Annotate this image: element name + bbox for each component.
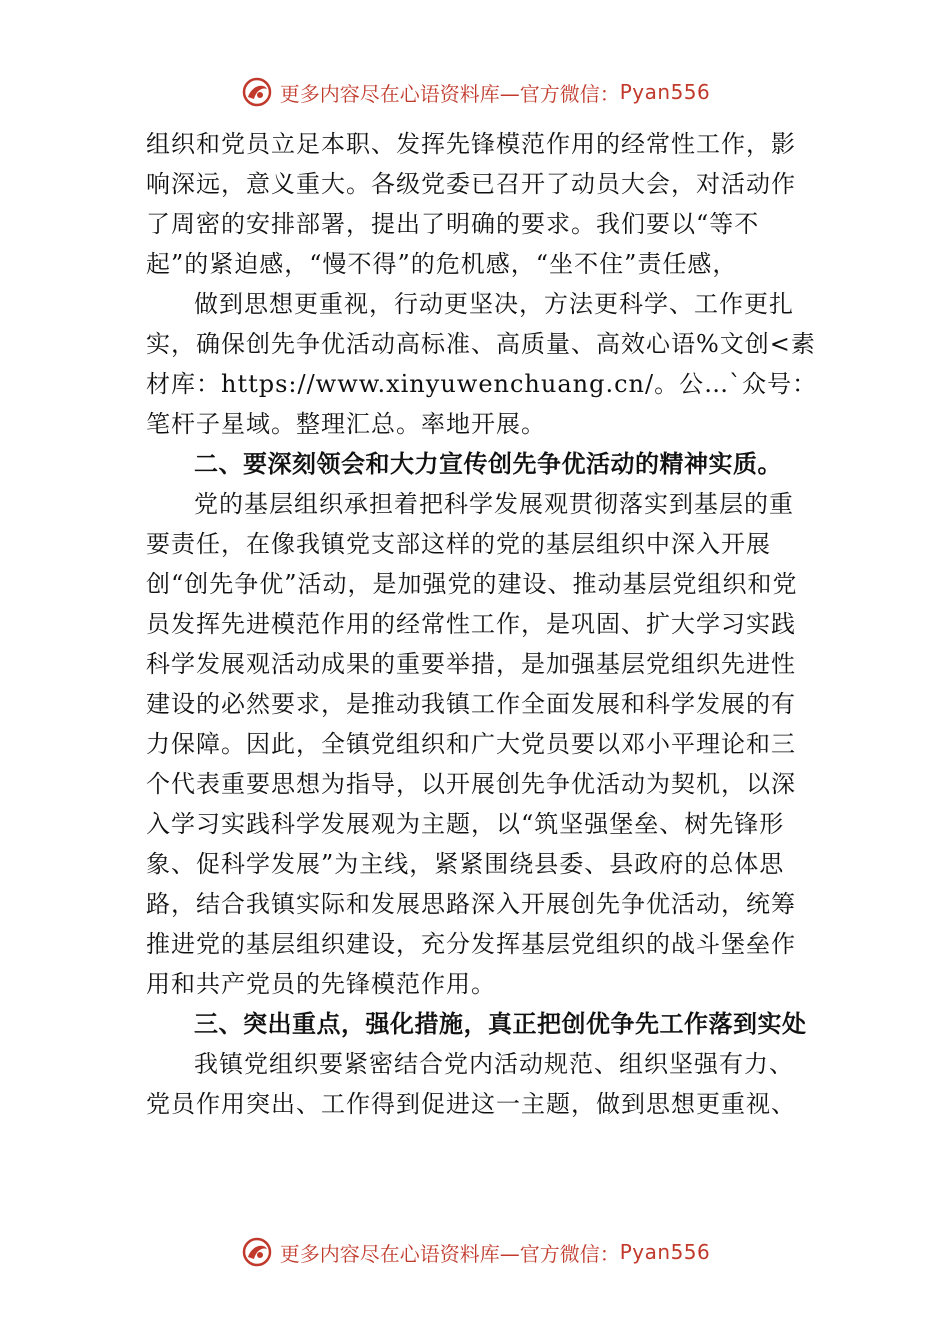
- section-heading: 二、要深刻领会和大力宣传创先争优活动的精神实质。: [194, 450, 782, 478]
- paragraph: 组织和党员立足本职、发挥先锋模范作用的经常性工作，影响深远，意义重大。各级党委已召开了动员大会，对活动作了周密的安排部署，提出了明确的要求。我们要以“等不起”的紧迫感，“慢不得”的危机感，“坐不住”责任感，: [146, 130, 796, 278]
- paragraph: 我镇党组织要紧密结合党内活动规范、组织坚强有力、党员作用突出、工作得到促进这一主题，做到思想更重视、: [146, 1050, 796, 1118]
- swirl-logo-icon: [240, 1235, 274, 1269]
- section-heading: 三、突出重点，强化措施，真正把创优争先工作落到实处: [194, 1010, 807, 1038]
- watermark-banner-top: [0, 70, 950, 114]
- banner-text: 更多内容尽在心语资料库—官方微信：: [279, 81, 620, 106]
- banner-wechat-id: Pyan556: [619, 80, 711, 104]
- banner-wechat-id: Pyan556: [619, 1240, 711, 1264]
- swirl-logo-icon: [240, 75, 274, 109]
- paragraph: 党的基层组织承担着把科学发展观贯彻落实到基层的重要责任，在像我镇党支部这样的党的基层组织中深入开展创“创先争优”活动，是加强党的建设、推动基层党组织和党员发挥先进模范作用的经常性工作，是巩固、扩大学习实践科学发展观活动成果的重要举措，是加强基层党组织先进性建设的必然要求，是推动我镇工作全面发展和科学发展的有力保障。因此，全镇党组织和广大党员要以邓小平理论和三个代表重要思想为指导，以开展创先争优活动为契机，以深入学习实践科学发展观为主题，以“筑坚强堡垒、树先锋形象、促科学发展”为主线，紧紧围绕县委、县政府的总体思路，结合我镇实际和发展思路深入开展创先争优活动，统筹推进党的基层组织建设，充分发挥基层党组织的战斗堡垒作用和共产党员的先锋模范作用。: [146, 490, 798, 998]
- document-body: [146, 124, 818, 1124]
- paragraph: 做到思想更重视，行动更坚决，方法更科学、工作更扎实，确保创先争优活动高标准、高质量、高效心语%文创<素材库：https://www.xinyuwenchuang.cn/。公…`众号：笔杆子星域。整理汇总。率地开展。: [146, 290, 818, 438]
- banner-text: 更多内容尽在心语资料库—官方微信：: [279, 1241, 620, 1266]
- watermark-banner-bottom: [0, 1230, 950, 1274]
